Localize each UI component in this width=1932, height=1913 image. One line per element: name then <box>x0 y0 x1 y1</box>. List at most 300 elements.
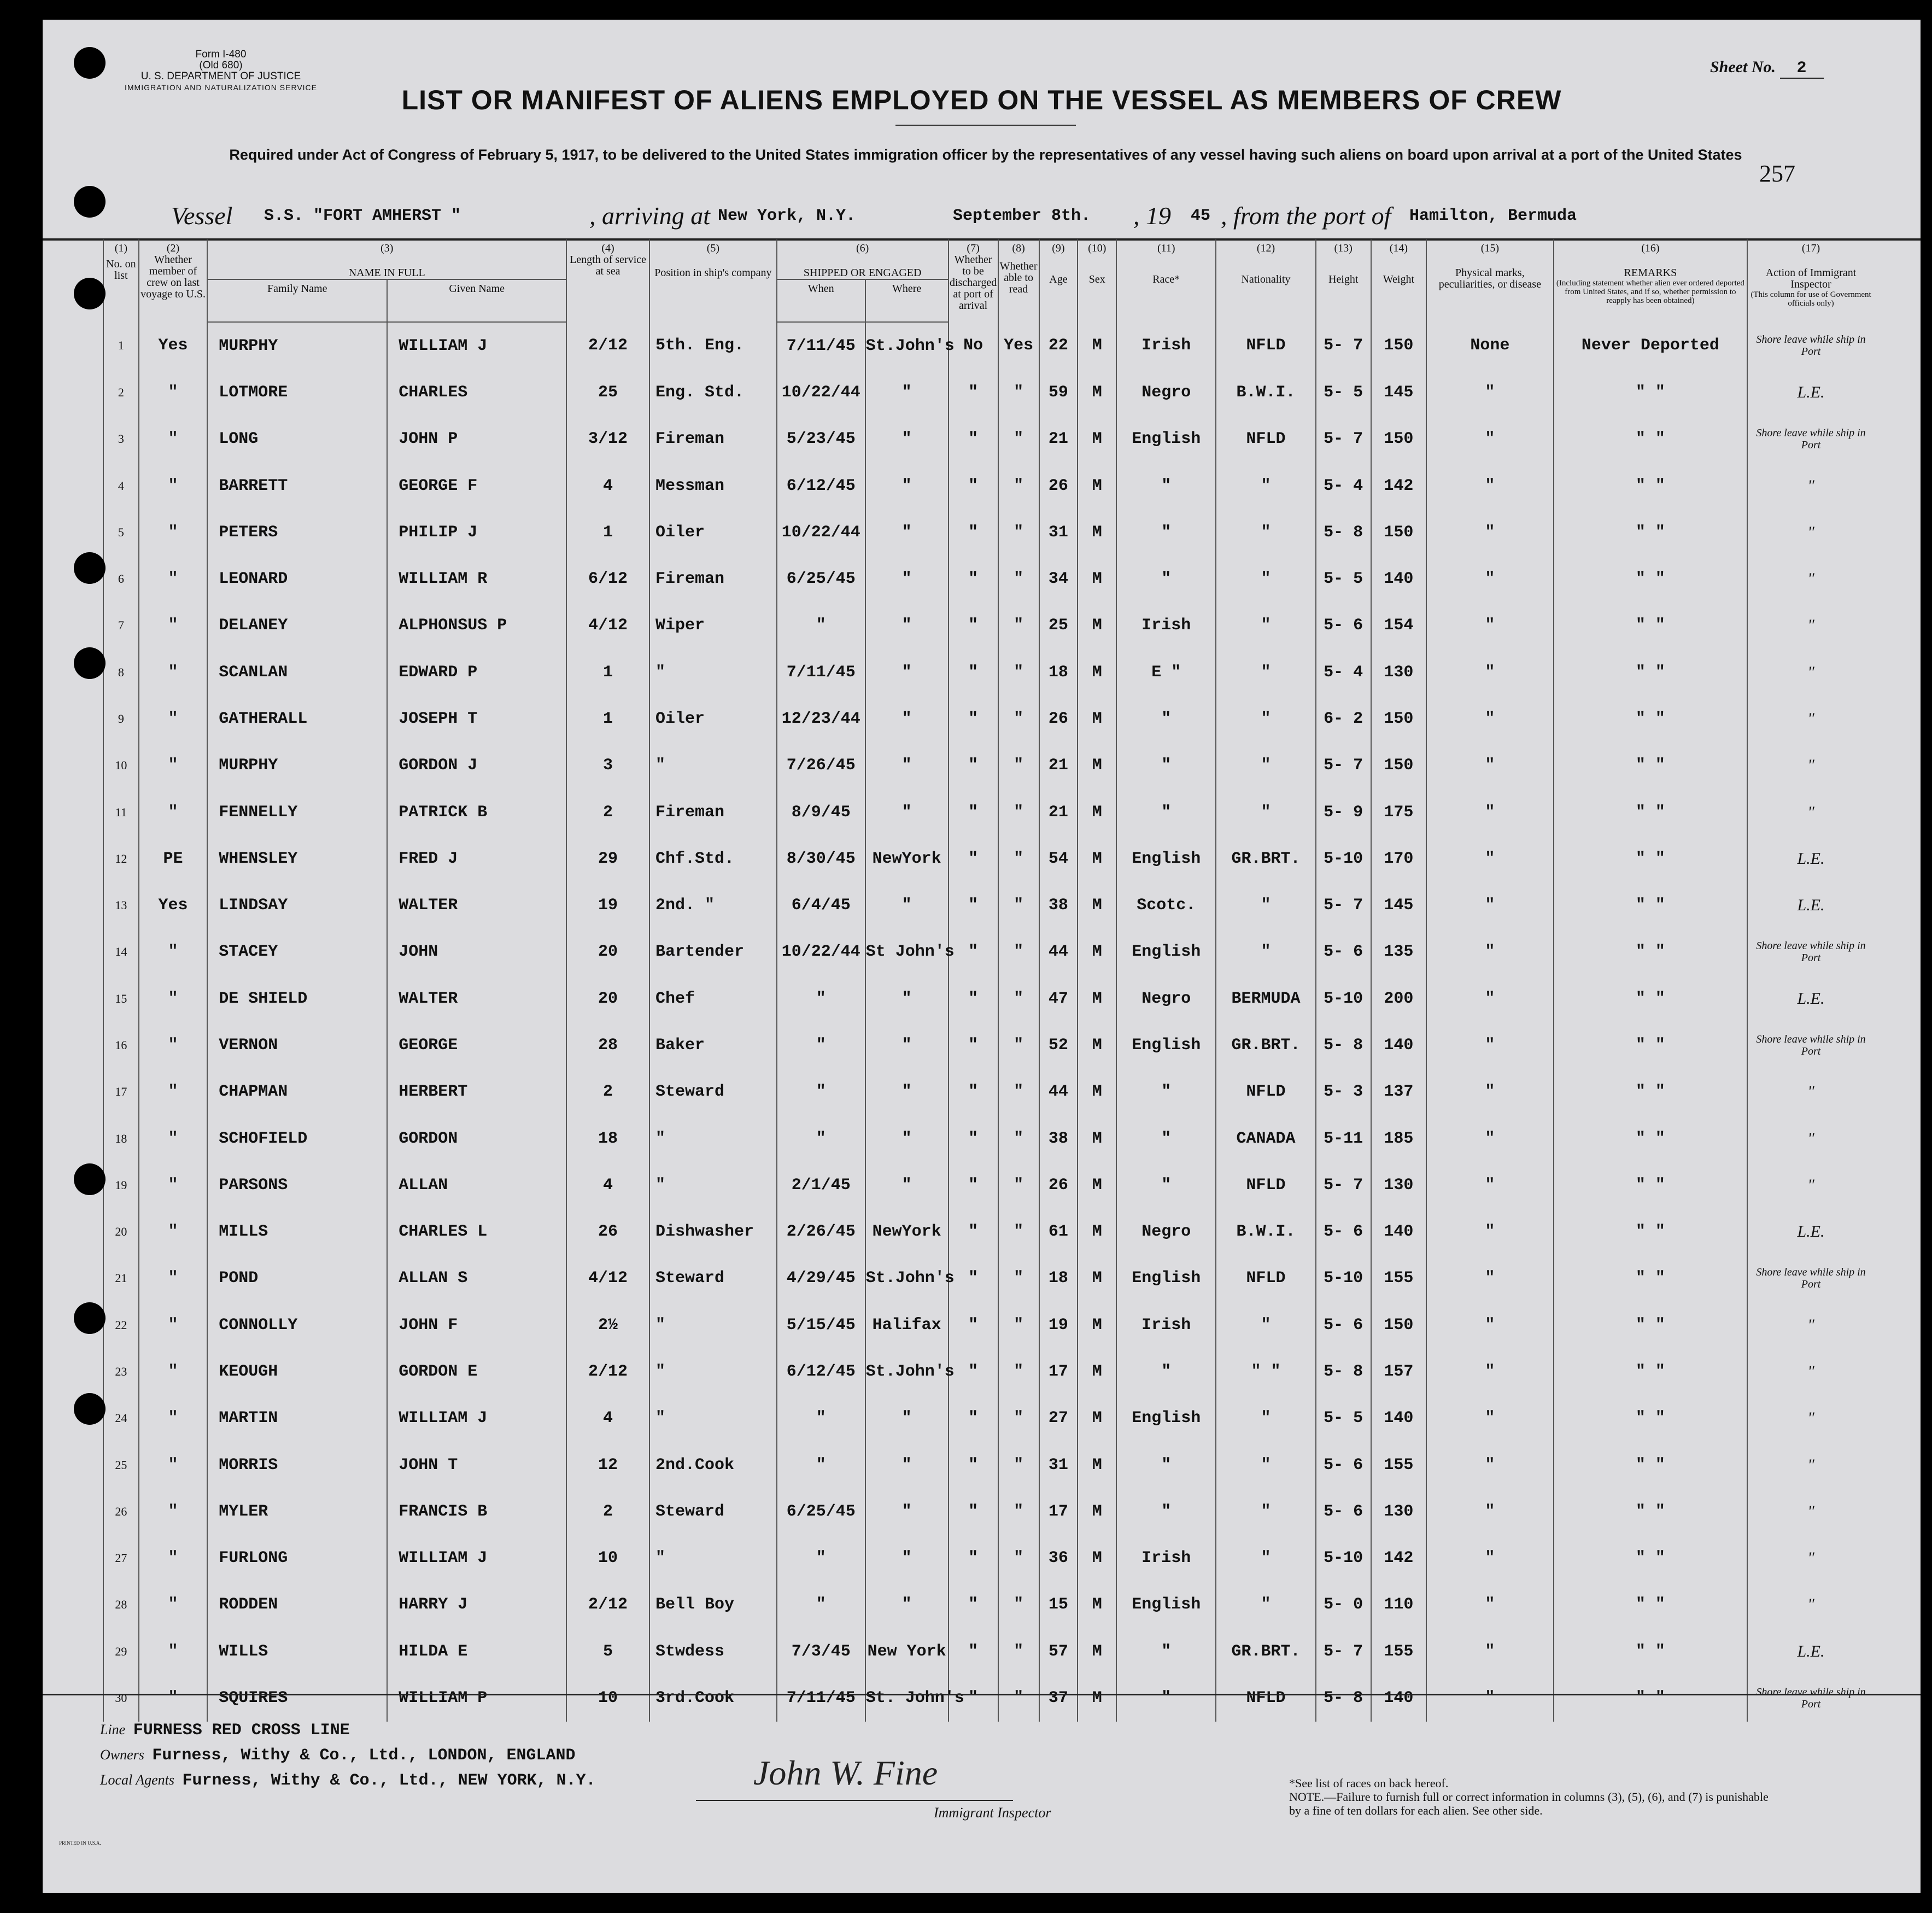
cell-service: 18 <box>566 1115 649 1162</box>
cell-prev: Yes <box>139 322 208 369</box>
cell-physical: None <box>1426 322 1554 369</box>
cell-prev: Yes <box>139 882 208 929</box>
cell-physical: " <box>1426 1208 1554 1255</box>
cell-prev: " <box>139 1115 208 1162</box>
table-row <box>103 1535 1874 1581</box>
cell-remarks: " " <box>1554 1022 1747 1068</box>
cell-when: 8/30/45 <box>777 835 865 882</box>
cell-race: Negro <box>1116 1208 1216 1255</box>
cell-discharged: " <box>949 1582 998 1628</box>
cell-family: MYLER <box>207 1488 387 1535</box>
cell-family: RODDEN <box>207 1582 387 1628</box>
cell-no: 19 <box>103 1162 139 1208</box>
arrival-year: 45 <box>1191 207 1211 225</box>
cell-height: 5- 6 <box>1316 602 1371 649</box>
cell-service: 6/12 <box>566 556 649 602</box>
cell-weight: 155 <box>1371 1442 1426 1488</box>
sheet-number <box>1710 58 1824 79</box>
cell-race: " <box>1116 789 1216 835</box>
cell-action: " <box>1747 1535 1874 1581</box>
cell-nationality: GR.BRT. <box>1216 1022 1315 1068</box>
cell-weight: 157 <box>1371 1348 1426 1395</box>
cell-read: " <box>998 1302 1039 1348</box>
cell-action: Shore leave while ship in Port <box>1747 929 1874 975</box>
cell-position: " <box>649 1348 777 1395</box>
cell-race: English <box>1116 1395 1216 1442</box>
cell-nationality: CANADA <box>1216 1115 1315 1162</box>
cell-race: Negro <box>1116 369 1216 416</box>
cell-read: " <box>998 416 1039 463</box>
cell-weight: 155 <box>1371 1628 1426 1675</box>
cell-service: 28 <box>566 1022 649 1068</box>
cell-action: L.E. <box>1747 835 1874 882</box>
col-sex: (10) Sex <box>1078 239 1116 322</box>
cell-nationality: " <box>1216 1535 1315 1581</box>
cell-physical: " <box>1426 929 1554 975</box>
col-family-name: Family Name <box>207 279 387 322</box>
cell-position: Fireman <box>649 556 777 602</box>
cell-position: Messman <box>649 463 777 509</box>
cell-physical: " <box>1426 742 1554 789</box>
cell-age: 17 <box>1039 1488 1078 1535</box>
cell-race: " <box>1116 1675 1216 1722</box>
cell-where: St.John's <box>865 322 949 369</box>
cell-sex: M <box>1078 882 1116 929</box>
col-nationality: (12) Nationality <box>1216 239 1315 322</box>
cell-weight: 150 <box>1371 322 1426 369</box>
cell-height: 5-10 <box>1316 975 1371 1022</box>
cell-action: " <box>1747 1162 1874 1208</box>
cell-sex: M <box>1078 322 1116 369</box>
cell-race: " <box>1116 1442 1216 1488</box>
cell-height: 5- 6 <box>1316 929 1371 975</box>
cell-position: Chf.Std. <box>649 835 777 882</box>
cell-remarks: Never Deported <box>1554 322 1747 369</box>
cell-weight: 200 <box>1371 975 1426 1022</box>
cell-position: Bell Boy <box>649 1582 777 1628</box>
signature-line <box>696 1800 1013 1801</box>
cell-remarks: " " <box>1554 509 1747 555</box>
cell-race: " <box>1116 1348 1216 1395</box>
cell-family: MILLS <box>207 1208 387 1255</box>
cell-remarks: " " <box>1554 835 1747 882</box>
cell-where: " <box>865 556 949 602</box>
cell-where: St John's <box>865 929 949 975</box>
cell-position: Fireman <box>649 789 777 835</box>
cell-when: 7/11/45 <box>777 322 865 369</box>
cell-read: " <box>998 1488 1039 1535</box>
title-rule <box>895 125 1076 126</box>
cell-prev: " <box>139 1255 208 1302</box>
cell-read: " <box>998 649 1039 695</box>
cell-given: FRANCIS B <box>387 1488 566 1535</box>
cell-read: " <box>998 509 1039 555</box>
cell-when: " <box>777 1069 865 1115</box>
cell-service: 12 <box>566 1442 649 1488</box>
table-row <box>103 1675 1874 1722</box>
cell-discharged: " <box>949 1675 998 1722</box>
cell-height: 5- 6 <box>1316 1302 1371 1348</box>
cell-remarks: " " <box>1554 1115 1747 1162</box>
cell-height: 5- 9 <box>1316 789 1371 835</box>
cell-remarks: " " <box>1554 1488 1747 1535</box>
cell-age: 19 <box>1039 1302 1078 1348</box>
cell-sex: M <box>1078 1582 1116 1628</box>
cell-read: " <box>998 1675 1039 1722</box>
cell-discharged: " <box>949 509 998 555</box>
cell-height: 5- 7 <box>1316 882 1371 929</box>
cell-service: 1 <box>566 695 649 742</box>
cell-age: 21 <box>1039 742 1078 789</box>
cell-weight: 150 <box>1371 1302 1426 1348</box>
cell-physical: " <box>1426 835 1554 882</box>
cell-discharged: " <box>949 1348 998 1395</box>
cell-remarks: " " <box>1554 1675 1747 1722</box>
cell-when: 7/11/45 <box>777 1675 865 1722</box>
cell-physical: " <box>1426 1022 1554 1068</box>
cell-no: 23 <box>103 1348 139 1395</box>
cell-position: Oiler <box>649 509 777 555</box>
cell-when: " <box>777 1582 865 1628</box>
col-remarks: (16) REMARKS (Including statement whether alien ever ordered deported from United States, and if so, whether permission to reapply has been obtained) <box>1554 239 1747 322</box>
cell-action: " <box>1747 1115 1874 1162</box>
cell-age: 38 <box>1039 1115 1078 1162</box>
cell-age: 18 <box>1039 649 1078 695</box>
arriving-label: , arriving at <box>589 202 711 230</box>
cell-height: 5- 5 <box>1316 369 1371 416</box>
cell-remarks: " " <box>1554 602 1747 649</box>
inspector-label: Immigrant Inspector <box>934 1805 1051 1821</box>
cell-race: " <box>1116 1115 1216 1162</box>
cell-read: " <box>998 1628 1039 1675</box>
cell-given: PATRICK B <box>387 789 566 835</box>
cell-weight: 140 <box>1371 1208 1426 1255</box>
cell-no: 11 <box>103 789 139 835</box>
table-row <box>103 1302 1874 1348</box>
cell-where: " <box>865 1442 949 1488</box>
cell-action: Shore leave while ship in Port <box>1747 1022 1874 1068</box>
cell-remarks: " " <box>1554 556 1747 602</box>
cell-no: 5 <box>103 509 139 555</box>
cell-nationality: " <box>1216 463 1315 509</box>
owners-value: Furness, Withy & Co., Ltd., LONDON, ENGLAND <box>152 1746 576 1765</box>
cell-race: English <box>1116 1255 1216 1302</box>
cell-nationality: " <box>1216 882 1315 929</box>
printed-mark: PRINTED IN U.S.A. <box>59 1840 101 1846</box>
cell-discharged: " <box>949 1208 998 1255</box>
cell-remarks: " " <box>1554 463 1747 509</box>
cell-discharged: " <box>949 1628 998 1675</box>
arriving-port: New York, N.Y. <box>718 207 856 225</box>
cell-nationality: B.W.I. <box>1216 1208 1315 1255</box>
cell-sex: M <box>1078 1488 1116 1535</box>
cell-physical: " <box>1426 1675 1554 1722</box>
inspector-signature: John W. Fine <box>753 1753 938 1792</box>
cell-discharged: " <box>949 369 998 416</box>
page-subtitle: Required under Act of Congress of February 5, 1917, to be delivered to the United States immigration officer by the representatives of any vessel having such aliens on board upon arrival at a port of the United States <box>229 147 1742 163</box>
binder-hole <box>74 47 106 79</box>
cell-height: 6- 2 <box>1316 695 1371 742</box>
cell-position: " <box>649 1302 777 1348</box>
cell-given: JOSEPH T <box>387 695 566 742</box>
cell-discharged: " <box>949 1255 998 1302</box>
cell-nationality: " <box>1216 1488 1315 1535</box>
cell-service: 2/12 <box>566 1348 649 1395</box>
cell-where: " <box>865 1115 949 1162</box>
cell-remarks: " " <box>1554 1348 1747 1395</box>
cell-nationality: GR.BRT. <box>1216 1628 1315 1675</box>
cell-physical: " <box>1426 1628 1554 1675</box>
cell-where: St.John's <box>865 1348 949 1395</box>
cell-when: 6/4/45 <box>777 882 865 929</box>
cell-family: MORRIS <box>207 1442 387 1488</box>
cell-height: 5- 7 <box>1316 742 1371 789</box>
cell-position: Dishwasher <box>649 1208 777 1255</box>
cell-sex: M <box>1078 742 1116 789</box>
cell-prev: " <box>139 1488 208 1535</box>
cell-action: L.E. <box>1747 882 1874 929</box>
cell-sex: M <box>1078 835 1116 882</box>
cell-height: 5- 7 <box>1316 1162 1371 1208</box>
cell-age: 25 <box>1039 602 1078 649</box>
cell-physical: " <box>1426 416 1554 463</box>
crew-rows <box>103 322 1874 1722</box>
cell-remarks: " " <box>1554 789 1747 835</box>
table-row <box>103 975 1874 1022</box>
cell-remarks: " " <box>1554 1582 1747 1628</box>
cell-discharged: " <box>949 835 998 882</box>
cell-family: PARSONS <box>207 1162 387 1208</box>
cell-prev: " <box>139 556 208 602</box>
cell-age: 17 <box>1039 1348 1078 1395</box>
cell-when: 6/12/45 <box>777 463 865 509</box>
cell-given: HERBERT <box>387 1069 566 1115</box>
cell-weight: 140 <box>1371 556 1426 602</box>
cell-action: L.E. <box>1747 975 1874 1022</box>
col-height: (13) Height <box>1316 239 1371 322</box>
cell-prev: " <box>139 649 208 695</box>
cell-age: 26 <box>1039 463 1078 509</box>
cell-race: " <box>1116 556 1216 602</box>
col-action: (17) Action of Immigrant Inspector (This column for use of Government officials only) <box>1747 239 1874 322</box>
cell-given: JOHN F <box>387 1302 566 1348</box>
cell-prev: " <box>139 1069 208 1115</box>
cell-height: 5- 6 <box>1316 1442 1371 1488</box>
cell-physical: " <box>1426 1302 1554 1348</box>
cell-given: CHARLES L <box>387 1208 566 1255</box>
cell-height: 5- 4 <box>1316 649 1371 695</box>
cell-physical: " <box>1426 1162 1554 1208</box>
col-when: When <box>777 279 865 322</box>
cell-service: 10 <box>566 1675 649 1722</box>
cell-discharged: " <box>949 463 998 509</box>
cell-position: Wiper <box>649 602 777 649</box>
cell-prev: " <box>139 975 208 1022</box>
cell-no: 2 <box>103 369 139 416</box>
cell-prev: " <box>139 602 208 649</box>
table-row <box>103 1582 1874 1628</box>
cell-no: 22 <box>103 1302 139 1348</box>
cell-height: 5- 4 <box>1316 463 1371 509</box>
cell-height: 5- 5 <box>1316 556 1371 602</box>
vessel-label: Vessel <box>171 202 233 230</box>
cell-sex: M <box>1078 463 1116 509</box>
cell-family: CHAPMAN <box>207 1069 387 1115</box>
cell-read: " <box>998 463 1039 509</box>
cell-when: 7/26/45 <box>777 742 865 789</box>
cell-read: " <box>998 1535 1039 1581</box>
cell-remarks: " " <box>1554 1442 1747 1488</box>
cell-position: 5th. Eng. <box>649 322 777 369</box>
manifest-sheet <box>43 20 1921 1893</box>
line-field <box>100 1721 350 1740</box>
footer-notes <box>1289 1776 1781 1817</box>
cell-when: " <box>777 1022 865 1068</box>
cell-family: LINDSAY <box>207 882 387 929</box>
cell-service: 1 <box>566 509 649 555</box>
cell-given: GORDON <box>387 1115 566 1162</box>
cell-family: MARTIN <box>207 1395 387 1442</box>
cell-where: " <box>865 1535 949 1581</box>
cell-prev: " <box>139 1582 208 1628</box>
cell-given: WALTER <box>387 975 566 1022</box>
cell-prev: " <box>139 695 208 742</box>
cell-sex: M <box>1078 789 1116 835</box>
cell-given: FRED J <box>387 835 566 882</box>
table-row <box>103 1162 1874 1208</box>
cell-action: Shore leave while ship in Port <box>1747 416 1874 463</box>
form-old: (Old 680) <box>199 60 243 71</box>
cell-no: 7 <box>103 602 139 649</box>
cell-family: SCHOFIELD <box>207 1115 387 1162</box>
cell-discharged: " <box>949 1395 998 1442</box>
cell-physical: " <box>1426 695 1554 742</box>
cell-no: 24 <box>103 1395 139 1442</box>
cell-sex: M <box>1078 509 1116 555</box>
cell-family: GATHERALL <box>207 695 387 742</box>
cell-no: 14 <box>103 929 139 975</box>
cell-race: " <box>1116 509 1216 555</box>
cell-action: Shore leave while ship in Port <box>1747 322 1874 369</box>
table-row <box>103 509 1874 555</box>
cell-when: 7/11/45 <box>777 649 865 695</box>
cell-prev: " <box>139 1302 208 1348</box>
page-number: 257 <box>1759 160 1795 187</box>
col-weight: (14) Weight <box>1371 239 1426 322</box>
cell-read: " <box>998 695 1039 742</box>
cell-no: 4 <box>103 463 139 509</box>
cell-prev: " <box>139 742 208 789</box>
cell-family: LOTMORE <box>207 369 387 416</box>
cell-prev: PE <box>139 835 208 882</box>
cell-no: 28 <box>103 1582 139 1628</box>
cell-remarks: " " <box>1554 1535 1747 1581</box>
agents-value: Furness, Withy & Co., Ltd., NEW YORK, N.Y. <box>182 1771 596 1790</box>
cell-race: " <box>1116 695 1216 742</box>
cell-service: 26 <box>566 1208 649 1255</box>
cell-discharged: " <box>949 1535 998 1581</box>
binder-hole <box>74 647 106 679</box>
cell-age: 57 <box>1039 1628 1078 1675</box>
cell-position: Oiler <box>649 695 777 742</box>
cell-discharged: " <box>949 695 998 742</box>
cell-discharged: " <box>949 929 998 975</box>
cell-action: " <box>1747 1302 1874 1348</box>
cell-nationality: GR.BRT. <box>1216 835 1315 882</box>
cell-remarks: " " <box>1554 369 1747 416</box>
cell-read: " <box>998 1162 1039 1208</box>
cell-position: Steward <box>649 1255 777 1302</box>
cell-nationality: " <box>1216 1582 1315 1628</box>
cell-discharged: " <box>949 1302 998 1348</box>
cell-no: 10 <box>103 742 139 789</box>
cell-weight: 145 <box>1371 882 1426 929</box>
cell-where: " <box>865 369 949 416</box>
cell-weight: 130 <box>1371 649 1426 695</box>
cell-read: " <box>998 369 1039 416</box>
cell-given: JOHN <box>387 929 566 975</box>
cell-race: Scotc. <box>1116 882 1216 929</box>
cell-given: ALLAN <box>387 1162 566 1208</box>
cell-service: 2 <box>566 1488 649 1535</box>
cell-nationality: BERMUDA <box>1216 975 1315 1022</box>
cell-action: " <box>1747 1395 1874 1442</box>
cell-sex: M <box>1078 416 1116 463</box>
cell-weight: 137 <box>1371 1069 1426 1115</box>
from-port: Hamilton, Bermuda <box>1409 207 1577 225</box>
cell-nationality: NFLD <box>1216 416 1315 463</box>
cell-sex: M <box>1078 1348 1116 1395</box>
cell-age: 27 <box>1039 1395 1078 1442</box>
cell-when: 6/25/45 <box>777 1488 865 1535</box>
cell-where: " <box>865 695 949 742</box>
cell-prev: " <box>139 1208 208 1255</box>
cell-read: " <box>998 556 1039 602</box>
cell-service: 19 <box>566 882 649 929</box>
cell-no: 1 <box>103 322 139 369</box>
cell-family: WHENSLEY <box>207 835 387 882</box>
cell-given: GEORGE <box>387 1022 566 1068</box>
table-row <box>103 789 1874 835</box>
cell-prev: " <box>139 1628 208 1675</box>
cell-read: " <box>998 742 1039 789</box>
cell-discharged: " <box>949 1442 998 1488</box>
cell-family: FURLONG <box>207 1535 387 1581</box>
binder-hole <box>74 1393 106 1425</box>
cell-age: 31 <box>1039 1442 1078 1488</box>
cell-family: KEOUGH <box>207 1348 387 1395</box>
cell-height: 5- 8 <box>1316 1675 1371 1722</box>
col-no: (1) No. on list <box>103 239 139 322</box>
cell-remarks: " " <box>1554 695 1747 742</box>
cell-race: " <box>1116 1069 1216 1115</box>
col-position: (5) Position in ship's company <box>649 239 777 322</box>
cell-sex: M <box>1078 1395 1116 1442</box>
table-row <box>103 1488 1874 1535</box>
cell-weight: 142 <box>1371 463 1426 509</box>
cell-when: " <box>777 1442 865 1488</box>
cell-nationality: B.W.I. <box>1216 369 1315 416</box>
cell-prev: " <box>139 509 208 555</box>
cell-read: " <box>998 1348 1039 1395</box>
note-fine: NOTE.—Failure to furnish full or correct information in columns (3), (5), (6), and (7) is punishable by a fine of ten dollars for each alien. See other side. <box>1289 1790 1769 1817</box>
cell-race: E " <box>1116 649 1216 695</box>
cell-discharged: " <box>949 602 998 649</box>
cell-service: 2½ <box>566 1302 649 1348</box>
cell-given: EDWARD P <box>387 649 566 695</box>
table-row <box>103 416 1874 463</box>
cell-no: 16 <box>103 1022 139 1068</box>
